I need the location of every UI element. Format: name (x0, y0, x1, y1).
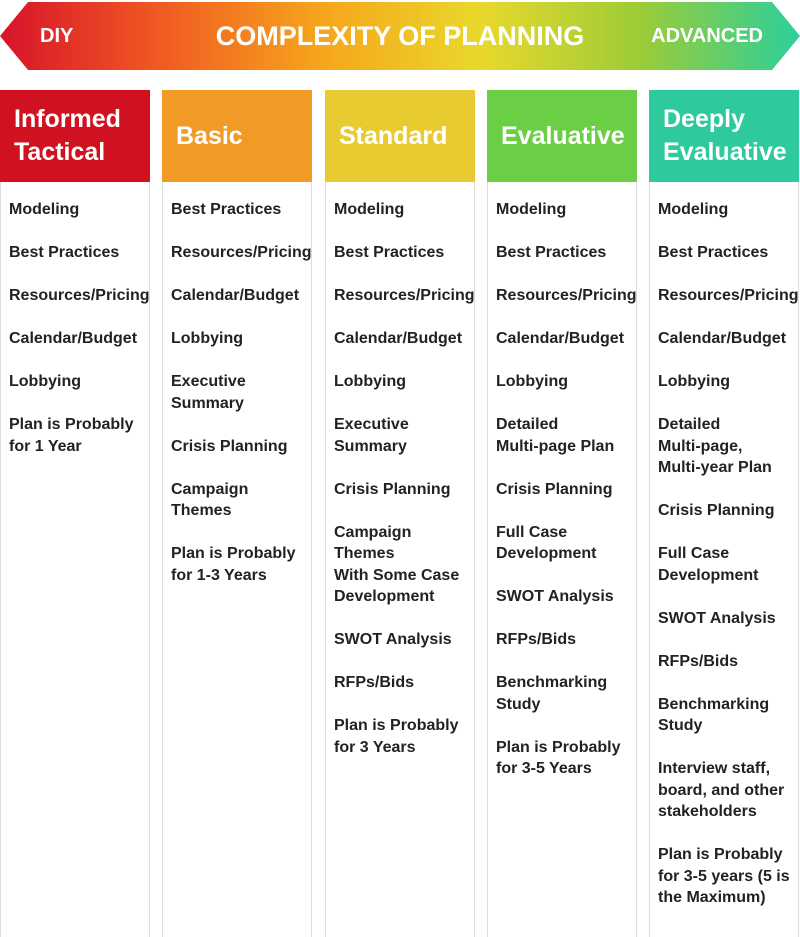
column-header (325, 90, 475, 182)
advanced-label: ADVANCED (651, 25, 763, 47)
list-item: Campaign Themes (171, 480, 249, 519)
column-evaluative (487, 90, 637, 937)
list-item: Crisis Planning (496, 480, 613, 498)
column-deeply-evaluative (649, 90, 799, 937)
list-item: Executive Summary (171, 373, 246, 412)
list-item: Interview staff, board, and other stakeholders (658, 760, 785, 820)
list-item: Best Practices (496, 244, 607, 261)
list-item: Plan is Probably for 1-3 Years (171, 545, 296, 584)
list-item: Full Case Development (658, 545, 759, 584)
list-item: Best Practices (658, 244, 769, 261)
list-item: Calendar/Budget (9, 330, 138, 347)
list-item: Lobbying (9, 373, 81, 390)
list-item: Calendar/Budget (334, 330, 463, 347)
column-items (1, 182, 149, 457)
column-header (0, 90, 150, 182)
list-item: Detailed Multi-page Plan (496, 416, 615, 455)
list-item: Plan is Probably for 3-5 Years (496, 738, 621, 777)
list-item: Modeling (9, 201, 80, 218)
column-items (650, 182, 798, 909)
list-item: Lobbying (171, 330, 243, 347)
list-item: Benchmarking Study (496, 674, 608, 713)
column-informed-tactical (0, 90, 150, 937)
list-item: Benchmarking Study (658, 695, 770, 734)
column-standard (325, 90, 475, 937)
column-title: Evaluative (501, 121, 625, 150)
list-item: Lobbying (496, 373, 568, 390)
list-item: Lobbying (334, 373, 406, 390)
column-header (487, 90, 637, 182)
list-item: Lobbying (658, 373, 730, 390)
list-item: Best Practices (334, 244, 445, 261)
list-item: Resources/Pricing (171, 244, 312, 261)
column-title: Basic (176, 121, 243, 150)
column-basic (162, 90, 312, 937)
list-item: Resources/Pricing (334, 287, 475, 304)
list-item: Calendar/Budget (496, 330, 625, 347)
list-item: RFPs/Bids (334, 674, 415, 691)
list-item: Campaign Themes With Some Case Development (334, 523, 460, 605)
column-title: Deeply Evaluative (663, 105, 787, 166)
list-item: Crisis Planning (658, 502, 775, 519)
arrow-title: COMPLEXITY OF PLANNING (215, 21, 585, 51)
list-item: Plan is Probably for 1 Year (9, 416, 134, 455)
list-item: Modeling (658, 201, 729, 218)
list-item: Best Practices (9, 244, 120, 261)
list-item: Plan is Probably for 3-5 years (5 is the Maximum) (658, 846, 790, 906)
list-item: RFPs/Bids (496, 631, 577, 648)
list-item: Resources/Pricing (658, 287, 799, 304)
list-item: Modeling (334, 201, 405, 218)
list-item: Best Practices (171, 201, 282, 218)
list-item: Resources/Pricing (9, 287, 150, 304)
list-item: Full Case Development (496, 523, 597, 562)
list-item: Crisis Planning (334, 480, 451, 498)
list-item: SWOT Analysis (334, 631, 452, 648)
column-items (163, 182, 311, 586)
list-item: RFPs/Bids (658, 652, 739, 670)
column-header (649, 90, 799, 182)
list-item: Crisis Planning (171, 437, 288, 455)
list-item: SWOT Analysis (496, 588, 614, 605)
list-item: Calendar/Budget (658, 330, 787, 347)
column-items (326, 182, 474, 758)
list-item: Calendar/Budget (171, 287, 300, 304)
list-item: Modeling (496, 201, 567, 218)
column-title: Standard (339, 121, 448, 150)
list-item: SWOT Analysis (658, 609, 776, 627)
complexity-arrow (0, 0, 800, 72)
list-item: Executive Summary (334, 416, 409, 455)
column-header (162, 90, 312, 182)
diy-label: DIY (40, 25, 74, 47)
column-title: Informed Tactical (14, 105, 121, 166)
list-item: Detailed Multi-page, Multi-year Plan (658, 416, 772, 476)
list-item: Resources/Pricing (496, 287, 637, 304)
column-items (488, 182, 636, 780)
list-item: Plan is Probably for 3 Years (334, 717, 459, 756)
